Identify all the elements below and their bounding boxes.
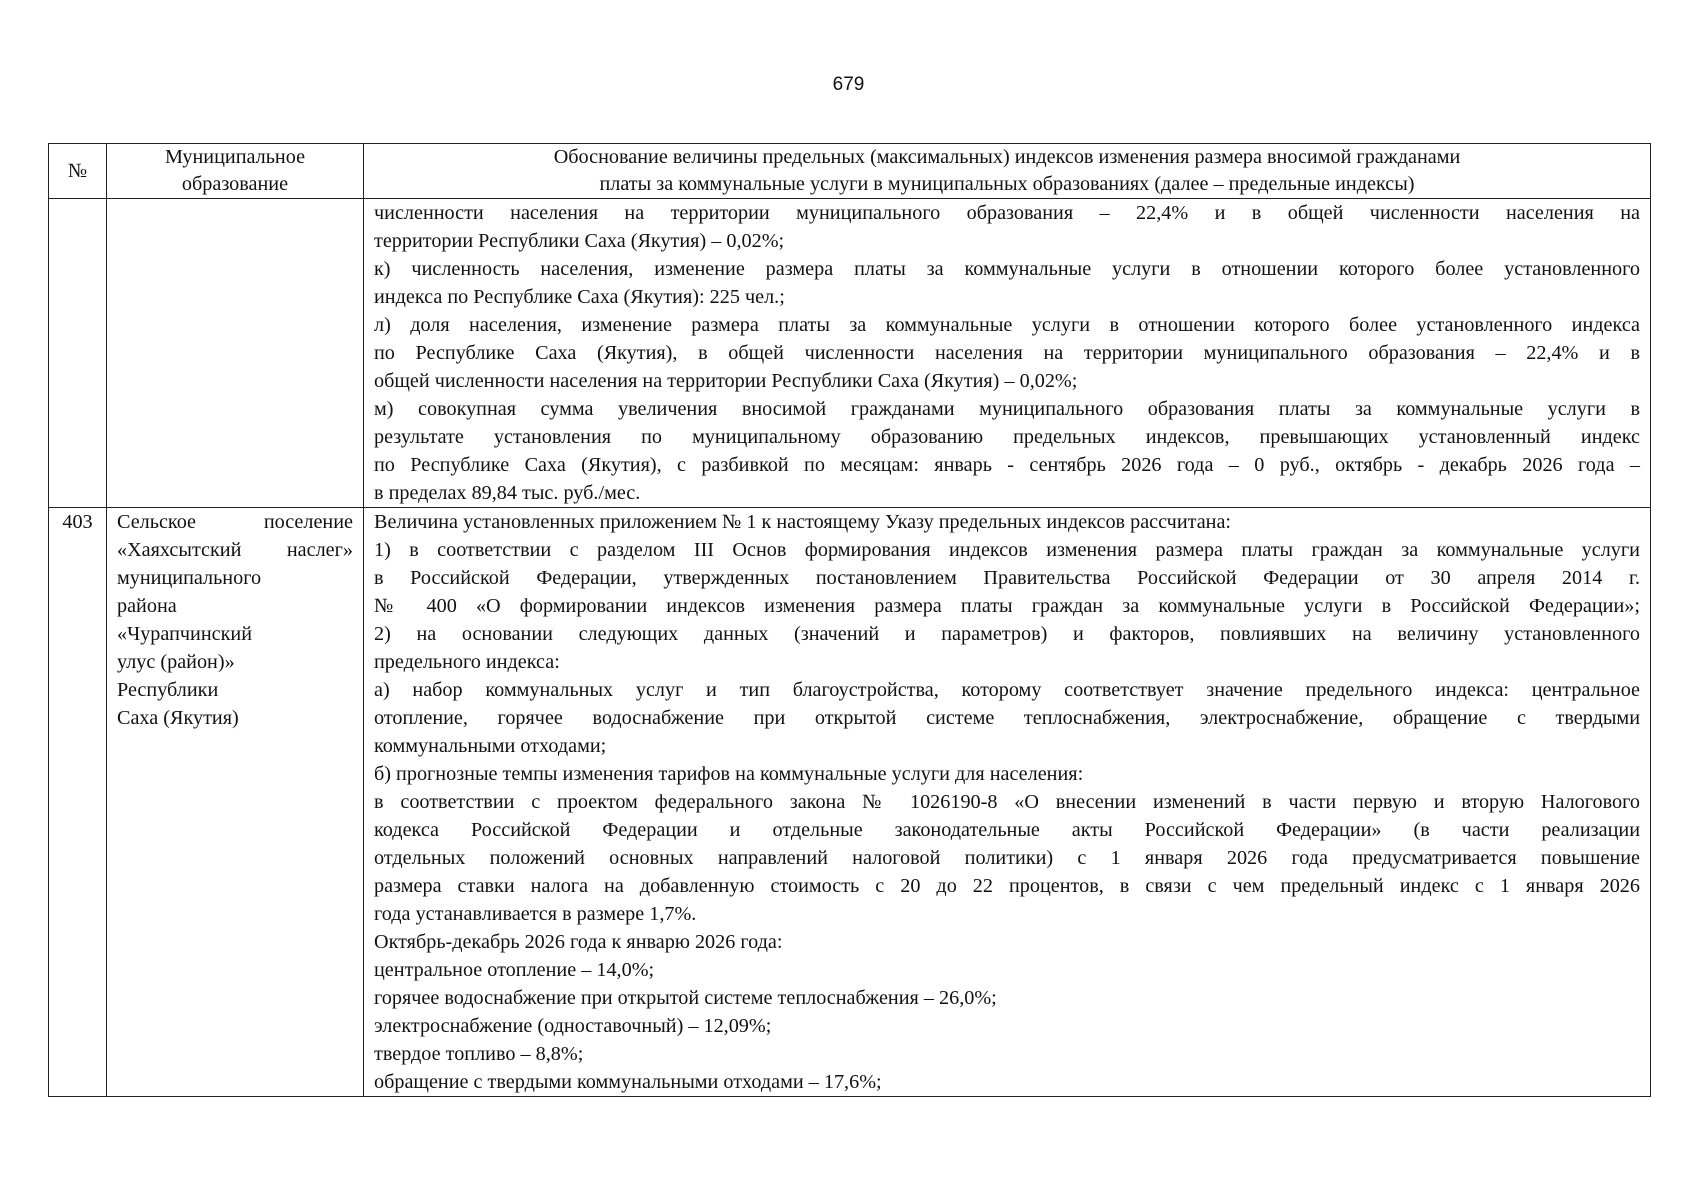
- table-row: [49, 199, 1651, 508]
- row-number-cell: [49, 199, 107, 508]
- justification-line: центральное отопление – 14,0%;: [374, 959, 655, 981]
- justification-line: кодекса Российской Федерации и отдельные законодательные акты Российской Федерации» (в части реализации: [374, 819, 1640, 841]
- justification-line: отопление, горячее водоснабжение при открытой системе теплоснабжения, электроснабжение, обращение с твердыми: [374, 707, 1640, 729]
- header-municipality: [107, 144, 364, 199]
- indices-table: [48, 143, 1651, 1097]
- justification-line: результате установления по муниципальному образованию предельных индексов, превышающих установленный индекс: [374, 426, 1640, 448]
- justification-line: обращение с твердыми коммунальными отходами – 17,6%;: [374, 1071, 882, 1093]
- justification-line: а) набор коммунальных услуг и тип благоустройства, которому соответствует значение предельного индекса: центральное: [374, 679, 1640, 701]
- justification-line: численности населения на территории муниципального образования – 22,4% и в общей численности населения на: [374, 202, 1640, 224]
- justification-line: коммунальными отходами;: [374, 735, 607, 757]
- page-number: 679: [832, 74, 865, 95]
- justification-line: года устанавливается в размере 1,7%.: [374, 903, 697, 925]
- justification-line: № 400 «О формировании индексов изменения размера платы граждан за коммунальные услуги в Российской Федерации»;: [374, 595, 1640, 617]
- justification-line: по Республике Саха (Якутия), с разбивкой по месяцам: январь - сентябрь 2026 года – 0 руб., октябрь - декабрь 2026 года –: [374, 454, 1640, 476]
- municipality-line: района: [117, 595, 177, 617]
- header-justification-line: платы за коммунальные услуги в муниципальных образованиях (далее – предельные индексы): [599, 173, 1415, 195]
- municipality-line: Сельское поселение: [117, 511, 353, 533]
- justification-line: л) доля населения, изменение размера платы за коммунальные услуги в отношении которого более установленного индекса: [374, 314, 1640, 336]
- justification-line: 2) на основании следующих данных (значений и параметров) и факторов, повлиявших на величину установленного: [374, 623, 1640, 645]
- header-municipality-line: Муниципальное: [164, 146, 306, 168]
- justification-line: общей численности населения на территории Республики Саха (Якутия) – 0,02%;: [374, 370, 1078, 392]
- header-municipality-line: образование: [181, 173, 289, 195]
- justification-line: Величина установленных приложением № 1 к настоящему Указу предельных индексов рассчитана:: [374, 511, 1232, 533]
- justification-line: отдельных положений основных направлений налоговой политики) с 1 января 2026 года предусматривается повышение: [374, 847, 1640, 869]
- header-row: [49, 144, 1651, 199]
- justification-line: в соответствии с проектом федерального закона № 1026190-8 «О внесении изменений в части первую и вторую Налогового: [374, 791, 1640, 813]
- header-justification: [364, 144, 1651, 199]
- justification-line: размера ставки налога на добавленную стоимость с 20 до 22 процентов, в связи с чем предельный индекс с 1 января 2026: [374, 875, 1640, 897]
- municipality-cell: [107, 508, 364, 1097]
- justification-line: б) прогнозные темпы изменения тарифов на коммунальные услуги для населения:: [374, 763, 1084, 785]
- municipality-line: Саха (Якутия): [117, 707, 239, 729]
- table-header: [49, 144, 1651, 199]
- justification-line: 1) в соответствии с разделом III Основ формирования индексов изменения размера платы граждан за коммунальные услуги: [374, 539, 1640, 561]
- municipality-line: «Чурапчинский: [117, 623, 253, 645]
- municipality-line: муниципального: [117, 567, 262, 589]
- table-body: [49, 199, 1651, 1097]
- justification-line: в Российской Федерации, утвержденных постановлением Правительства Российской Федерации от 30 апреля 2014 г.: [374, 567, 1640, 589]
- justification-line: к) численность населения, изменение размера платы за коммунальные услуги в отношении которого более установленного: [374, 258, 1640, 280]
- justification-line: предельного индекса:: [374, 651, 560, 673]
- header-justification-line: Обоснование величины предельных (максимальных) индексов изменения размера вносимой гражданами: [553, 146, 1461, 168]
- table-row: [49, 508, 1651, 1097]
- justification-line: территории Республики Саха (Якутия) – 0,02%;: [374, 230, 785, 252]
- municipality-line: «Хаяхсытский наслег»: [117, 539, 353, 561]
- justification-line: м) совокупная сумма увеличения вносимой гражданами муниципального образования платы за коммунальные услуги в: [374, 398, 1640, 420]
- justification-line: Октябрь-декабрь 2026 года к январю 2026 года:: [374, 931, 783, 953]
- municipality-line: Республики: [117, 679, 219, 701]
- justification-line: по Республике Саха (Якутия), в общей численности населения на территории муниципального образования – 22,4% и в: [374, 342, 1640, 364]
- justification-line: электроснабжение (одноставочный) – 12,09%;: [374, 1015, 772, 1037]
- justification-line: твердое топливо – 8,8%;: [374, 1043, 584, 1065]
- justification-line: горячее водоснабжение при открытой системе теплоснабжения – 26,0%;: [374, 987, 997, 1009]
- row-number-cell: 403: [49, 508, 107, 1097]
- justification-cell: [364, 508, 1651, 1097]
- justification-line: в пределах 89,84 тыс. руб./мес.: [374, 482, 641, 504]
- justification-cell: [364, 199, 1651, 508]
- header-number: №: [49, 144, 107, 199]
- municipality-line: улус (район)»: [117, 651, 235, 673]
- justification-line: индекса по Республике Саха (Якутия): 225 чел.;: [374, 286, 785, 308]
- municipality-cell: [107, 199, 364, 508]
